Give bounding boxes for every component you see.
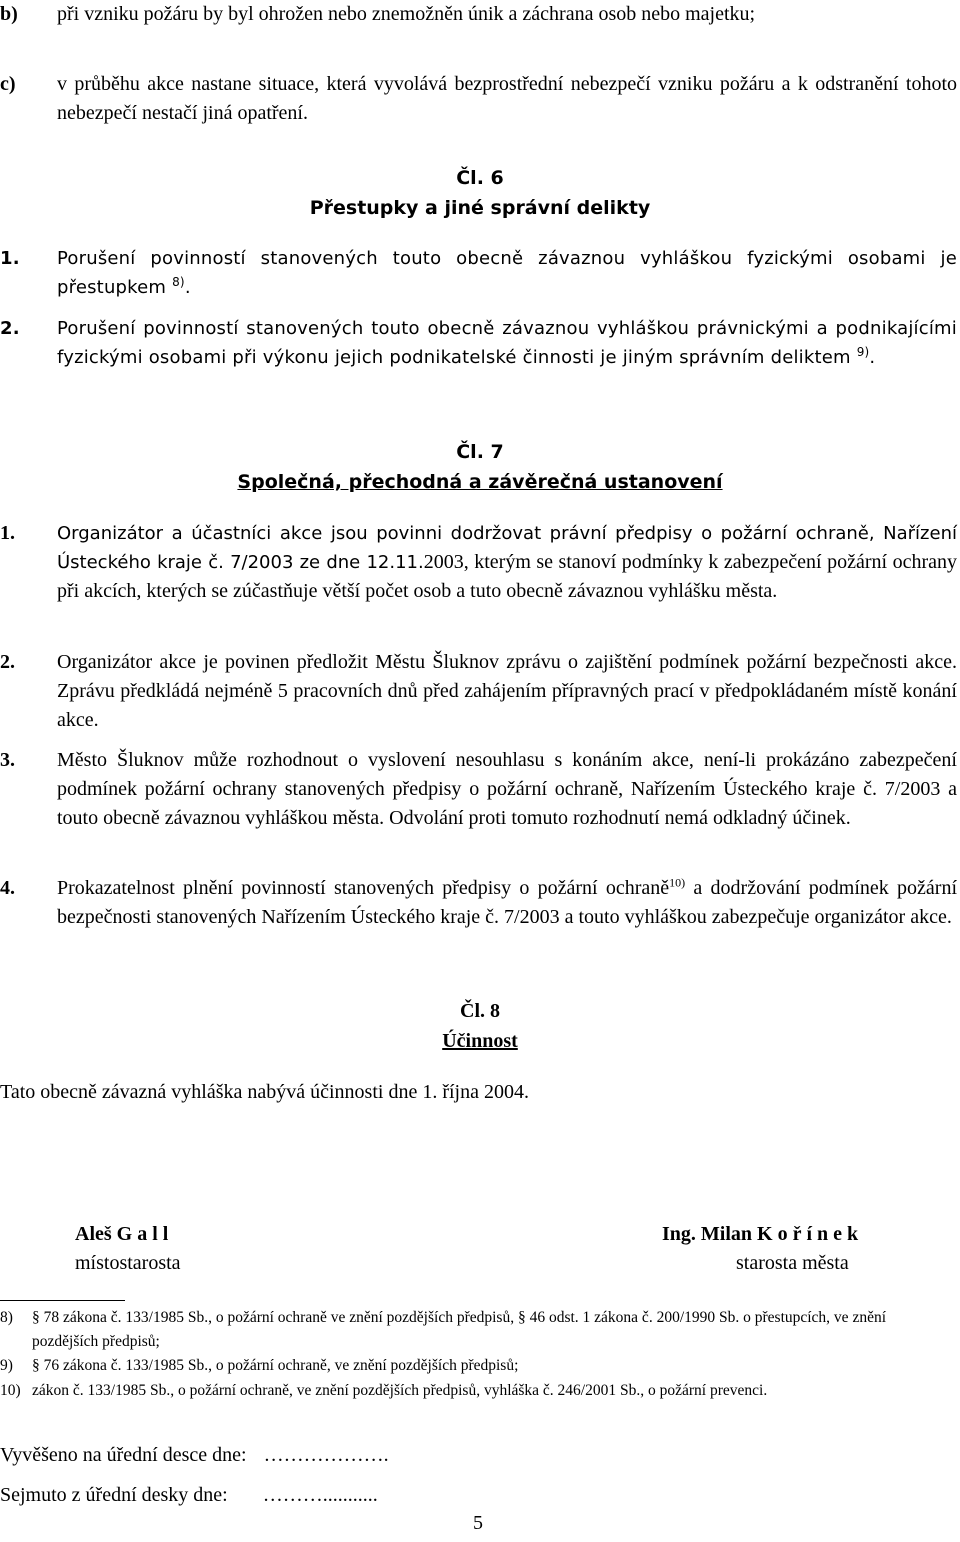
item-text: Organizátor akce je povinen předložit Městu Šluknov zprávu o zajištění podmínek požární bezpečnosti akce. Zprávu předkládá nejméně 5 pracovních dnů před zahájením přípravných prací v předpokládaném místě konání akce.: [57, 651, 957, 731]
item-text: Organizátor a účastníci akce jsou povinni dodržovat právní předpisy o požární ochraně, Nařízení Ústeckého kraje č. 7/2003 ze dne 12.11.2003, kterým se stanoví podmínky k zabezpečení požární ochrany při akcích, kterých se zúčastňuje větší počet osob a tuto obecně závaznou vyhlášku města.: [57, 523, 957, 602]
posted-line: [0, 1441, 389, 1469]
article-8-heading: Čl. 8: [460, 1000, 500, 1022]
footnote-ref: 8): [172, 275, 185, 289]
item-number: 2.: [0, 318, 20, 339]
footnote-text: § 78 zákona č. 133/1985 Sb., o požární ochraně ve znění pozdějších předpisů, § 46 odst. 1 zákona č. 200/1990 Sb. o přestupcích, ve znění pozdějších předpisů;: [32, 1309, 887, 1350]
effective-date-text: Tato obecně závazná vyhláška nabývá účinnosti dne 1. října 2004.: [0, 1081, 529, 1103]
item-text: Porušení povinností stanovených touto obecně závaznou vyhláškou právnickými a podnikajícími fyzickými osobami při výkonu jejich podnikatelské činnosti je jiným správním deliktem $^{9)}$.: [57, 318, 957, 368]
footnote-text: zákon č. 133/1985 Sb., o požární ochraně, ve znění pozdějších předpisů, vyhláška č. 246/2001 Sb., o požární prevenci.: [32, 1382, 768, 1399]
signature-right-name: Ing. Milan K o ř í n e k: [662, 1223, 859, 1245]
signature-left-role: místostarosta: [75, 1252, 181, 1274]
article-8-title: Účinnost: [442, 1030, 518, 1052]
posted-label: Vyvěšeno na úřední desce dne:: [0, 1444, 247, 1466]
item-number: 2.: [0, 651, 15, 673]
removed-value: ………...........: [262, 1484, 378, 1506]
signature-left-name: Aleš G a l l: [75, 1223, 169, 1245]
article-6-title: Přestupky a jiné správní delikty: [309, 197, 651, 219]
item-label: b): [0, 3, 18, 25]
removed-label: Sejmuto z úřední desky dne:: [0, 1484, 228, 1506]
item-label: c): [0, 73, 16, 95]
item-number: 4.: [0, 877, 15, 899]
footnote-divider: [0, 1300, 125, 1301]
item-text: při vzniku požáru by byl ohrožen nebo znemožněn únik a záchrana osob nebo majetku;: [57, 3, 756, 25]
footnote-number: 9): [0, 1357, 13, 1374]
footnote-number: 10): [0, 1382, 21, 1399]
item-number: 1.: [0, 248, 20, 269]
page-number: 5: [473, 1512, 483, 1534]
article-6-heading: Čl. 6: [456, 167, 504, 189]
item-text: Porušení povinností stanovených touto obecně závaznou vyhláškou fyzickými osobami je přestupkem $^{8)}$.: [57, 248, 957, 298]
footnote-number: 8): [0, 1309, 13, 1326]
item-number: 1.: [0, 522, 15, 544]
footnote-ref: 10): [669, 875, 686, 890]
signature-right-role: starosta města: [736, 1252, 849, 1274]
article-7-heading: Čl. 7: [456, 441, 504, 463]
item-text: v průběhu akce nastane situace, která vyvolává bezprostřední nebezpečí vzniku požáru a k odstranění tohoto nebezpečí nestačí jiná opatření.: [57, 73, 957, 124]
article-7-title: Společná, přechodná a závěrečná ustanovení: [237, 471, 723, 493]
removed-line: [0, 1481, 378, 1509]
item-text: Prokazatelnost plnění povinností stanovených předpisy o požární ochraně$^{10)}$ a dodržování podmínek požární bezpečnosti stanovených Nařízením Ústeckého kraje č. 7/2003 a touto vyhláškou zabezpečuje organizátor akce.: [57, 875, 958, 928]
footnote-text: § 76 zákona č. 133/1985 Sb., o požární ochraně, ve znění pozdějších předpisů;: [32, 1357, 519, 1374]
item-text: Město Šluknov může rozhodnout o vyslovení nesouhlasu s konáním akce, není-li prokázáno zabezpečení podmínek požární ochrany stanovených předpisy o požární ochraně, Nařízením Ústeckého kraje č. 7/2003 a touto obecně závaznou vyhláškou města. Odvolání proti tomuto rozhodnutí nemá odkladný účinek.: [57, 749, 957, 829]
posted-value: ……………….: [263, 1444, 389, 1466]
footnote-ref: 9): [856, 345, 870, 359]
item-number: 3.: [0, 749, 15, 771]
